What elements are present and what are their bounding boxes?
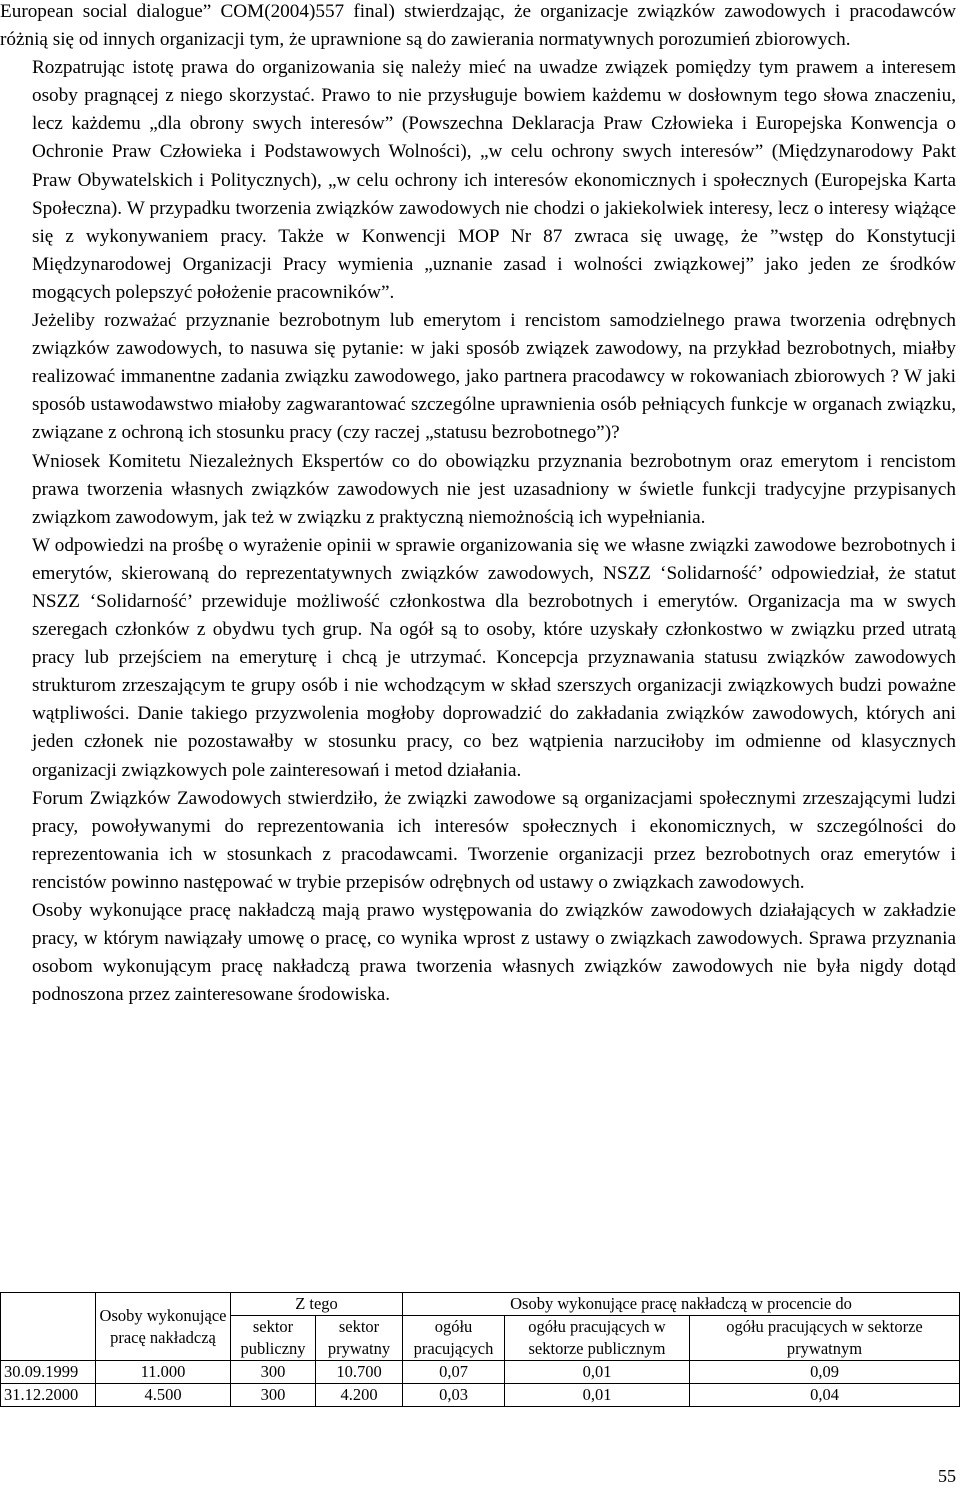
paragraph: Osoby wykonujące pracę nakładczą mają prawo występowania do związków zawodowych działających w zakładzie pracy, w którym nawiązały umowę o pracę, co wynika wprost z ustawy o związkach zawodowych. Sprawa przyznania osobom wykonującym pracę nakładczą prawa tworzenia własnych związków zawodowych nie była nigdy dotąd podnoszona przez zainteresowane środowiska. — [32, 900, 956, 1006]
table-cell: 300 — [231, 1384, 316, 1407]
table-cell: 0,03 — [403, 1384, 505, 1407]
table-cell-date: 31.12.2000 — [1, 1384, 96, 1407]
table-row — [1, 1384, 960, 1407]
page-number: 55 — [938, 1466, 956, 1486]
table-header-procent: Osoby wykonujące pracę nakładczą w procencie do — [403, 1293, 960, 1316]
table-cell: 0,01 — [505, 1384, 690, 1407]
table-cell: 0,09 — [690, 1361, 960, 1384]
table-header-ogolu: ogółu pracujących — [403, 1316, 505, 1361]
paragraph: W odpowiedzi na prośbę o wyrażenie opinii w sprawie organizowania się we własne związki zawodowe bezrobotnych i emerytów, skierowaną do reprezentatywnych związków zawodowych, NSZZ ‘Solidarność’ odpowiedział, że statut NSZZ ‘Solidarność’ przewiduje możliwość członkostwa dla bezrobotnych i emerytów. Organizacja ma w swych szeregach członków z obydwu tych grup. Na ogół są to osoby, które uzyskały członkostwo w związku przed utratą pracy lub przejściem na emeryturę i chcą je utrzymać. Koncepcja przyznawania statusu związków zawodowych strukturom zrzeszającym te grupy osób i nie wchodzącym w skład szerszych organizacji związkowych budzi poważne wątpliwości. Danie takiego przyzwolenia mogłoby doprowadzić do zakładania związków zawodowych, których ani jeden członek nie pozostawałby w stosunku pracy, co bez wątpienia narzuciłoby im odmienne od klasycznych organizacji związkowych pole zainteresowań i metod działania. — [32, 534, 956, 781]
table-header-ogolu-publiczny: ogółu pracujących w sektorze publicznym — [505, 1316, 690, 1361]
paragraph: European social dialogue” COM(2004)557 final) stwierdzając, że organizacje związków zawodowych i pracodawców różnią się od innych organizacji tym, że uprawnione są do zawierania normatywnych porozumień zbiorowych. — [0, 1, 956, 51]
table-cell: 0,07 — [403, 1361, 505, 1384]
statistics-table — [0, 1292, 960, 1407]
table-cell: 4.500 — [96, 1384, 231, 1407]
table-header-sektor-prywatny: sektor prywatny — [316, 1316, 403, 1361]
table-header-empty — [1, 1293, 96, 1361]
paragraph: Wniosek Komitetu Niezależnych Ekspertów co do obowiązku przyznania bezrobotnym oraz emerytom i rencistom prawa tworzenia własnych związków zawodowych nie jest uzasadniony w świetle funkcji tradycyjne przypisanych związkom zawodowym, jak też w związku z praktyczną niemożnością ich wypełniania. — [32, 450, 956, 528]
table-header-osoby: Osoby wykonujące pracę nakładczą — [96, 1293, 231, 1361]
paragraph: Jeżeliby rozważać przyznanie bezrobotnym lub emerytom i rencistom samodzielnego prawa tworzenia odrębnych związków zawodowych, to nasuwa się pytanie: w jaki sposób związek zawodowy, na przykład bezrobotnych, miałby realizować immanentne zadania związku zawodowego, jako partnera pracodawcy w rokowaniach zbiorowych ? W jaki sposób ustawodawstwo miałoby zagwarantować szczególne uprawnienia osób pełniących funkcje w organach związku, związane z ochroną ich stosunku pracy (czy raczej „statusu bezrobotnego”)? — [32, 310, 956, 444]
table-cell: 10.700 — [316, 1361, 403, 1384]
table-row — [1, 1361, 960, 1384]
paragraph: Forum Związków Zawodowych stwierdziło, że związki zawodowe są organizacjami społecznymi zrzeszającymi ludzi pracy, powoływanymi do reprezentowania ich interesów społecznych i ekonomicznych, w szczególności do reprezentowania ich w stosunkach z pracodawcami. Tworzenie organizacji przez bezrobotnych oraz emerytów i rencistów powinno następować w trybie przepisów odrębnych od ustawy o związkach zawodowych. — [32, 787, 956, 893]
table-cell: 0,01 — [505, 1361, 690, 1384]
table-header-row — [1, 1293, 960, 1316]
paragraph: Rozpatrując istotę prawa do organizowania się należy mieć na uwadze związek pomiędzy tym prawem a interesem osoby pragnącej z niego skorzystać. Prawo to nie przysługuje bowiem każdemu w dosłownym tego słowa znaczeniu, lecz każdemu „dla obrony swych interesów” (Powszechna Deklaracja Praw Człowieka i Europejska Konwencja o Ochronie Praw Człowieka i Podstawowych Wolności), „w celu ochrony swych interesów” (Międzynarodowy Pakt Praw Obywatelskich i Politycznych), „w celu ochrony ich interesów ekonomicznych i społecznych (Europejska Karta Społeczna). W przypadku tworzenia związków zawodowych nie chodzi o jakiekolwiek interesy, lecz o interesy wiążące się z wykonywaniem pracy. Także w Konwencji MOP Nr 87 zwraca się uwagę, że ”wstęp do Konstytucji Międzynarodowej Organizacji Pracy wymienia „uznanie zasad i wolności związkowej” jako jeden ze środków mogących polepszyć położenie pracowników”. — [32, 57, 956, 303]
table-header-ogolu-prywatny: ogółu pracujących w sektorze prywatnym — [690, 1316, 960, 1361]
table-cell: 11.000 — [96, 1361, 231, 1384]
table-cell: 300 — [231, 1361, 316, 1384]
table-cell: 4.200 — [316, 1384, 403, 1407]
table-header-sektor-publiczny: sektor publiczny — [231, 1316, 316, 1361]
table-cell: 0,04 — [690, 1384, 960, 1407]
table-header-z-tego: Z tego — [231, 1293, 403, 1316]
table-cell-date: 30.09.1999 — [1, 1361, 96, 1384]
